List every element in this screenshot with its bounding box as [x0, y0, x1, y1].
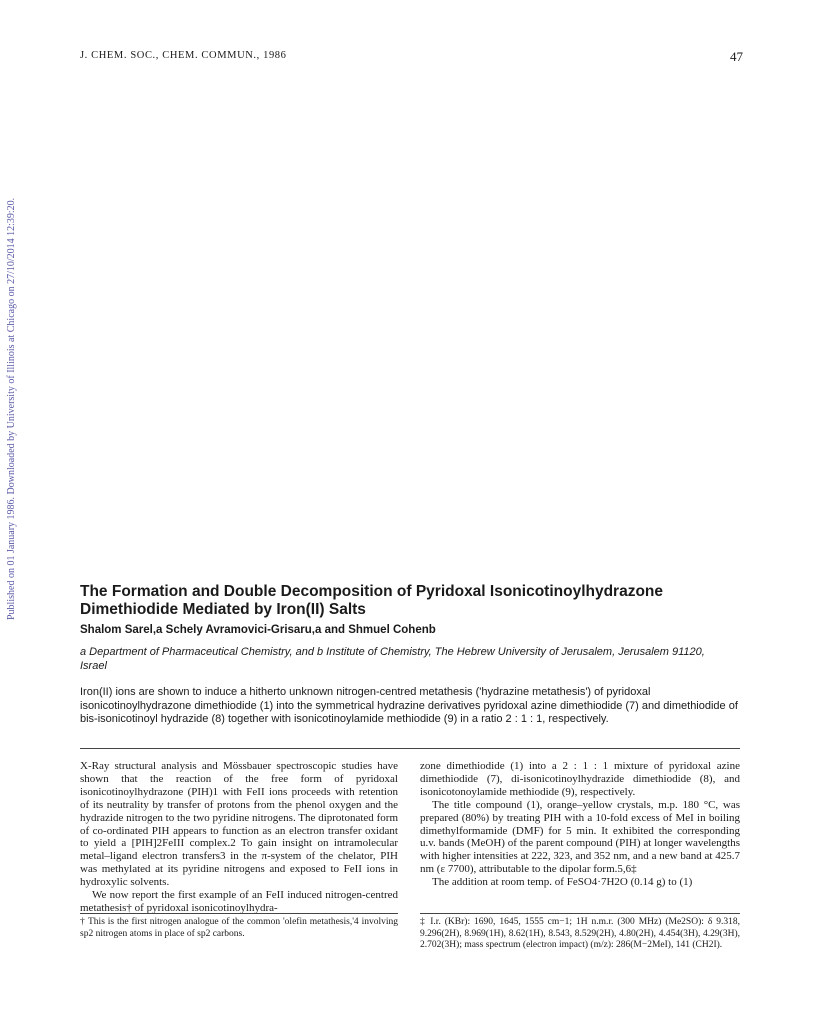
body-column-left	[80, 760, 398, 915]
body-paragraph: The addition at room temp. of FeSO4·7H2O (0.14 g) to (1)	[432, 876, 693, 889]
article-abstract: Iron(II) ions are shown to induce a hitherto unknown nitrogen-centred metathesis ('hydrazine metathesis') of pyridoxal isonicotinoylhydrazone dimethiodide (1) into the symmetrical hydrazine derivatives pyridoxal azine dimethiodide (7) and dimethiodide of bis-isonicotinoyl hydrazide (8) together with isonicotinoylamide methiodide (9) in a ratio 2 : 1 : 1, respectively.	[80, 686, 738, 725]
body-paragraph: zone dimethiodide (1) into a 2 : 1 : 1 mixture of pyridoxal azine dimethiodide (7), di-isonicotinoylhydrazide dimethiodide (8), and isonicotonoylamide methiodide (9), respectively.	[420, 760, 740, 798]
body-paragraph: We now report the first example of an FeII induced nitrogen-centred metathesis† of pyridoxal isonicotinoylhydra-	[80, 889, 398, 914]
body-paragraph: The title compound (1), orange–yellow crystals, m.p. 180 °C, was prepared (80%) by treating PIH with a 10-fold excess of MeI in boiling dimethylformamide (DMF) for 5 min. It exhibited the corresponding u.v. bands (MeOH) of the parent compound (PIH) at longer wavelengths with higher intensities at 222, 323, and 352 nm, and a new band at 425.7 nm (ε 7700), attributable to the dipolar form.5,6‡	[420, 798, 740, 876]
footnote-divider-right	[420, 913, 740, 914]
body-column-right	[420, 760, 740, 889]
footnote-dagger: † This is the first nitrogen analogue of the common 'olefin metathesis,'4 involving sp2 nitrogen atoms in place of sp2 carbons.	[80, 917, 398, 939]
abstract-divider	[80, 748, 740, 749]
page-number: 47	[730, 49, 743, 64]
article-affiliation: a Department of Pharmaceutical Chemistry, and b Institute of Chemistry, The Hebrew University of Jerusalem, Jerusalem 91120, Israel	[80, 646, 705, 672]
footnote-divider-left	[80, 913, 398, 914]
body-paragraph: X-Ray structural analysis and Mössbauer spectroscopic studies have shown that the reaction of the free form of pyridoxal isonicotinoylhydrazone (PIH)1 with FeII ions proceeds with retention of its neutrality by transfer of protons from the phenol oxygen and the hydrazide nitrogen to the two pyridine nitrogens. The diprotonated form of co-ordinated PIH appears to function as an electron transfer oxidant to yield a [PIH]2FeIII complex.2 To gain insight on intramolecular metal–ligand electron transfers3 in the π-system of the chelator, PIH was methylated at its pyridine nitrogens and exposed to FeII ions in hydroxylic solvents.	[80, 760, 398, 889]
footnote-double-dagger: ‡ I.r. (KBr): 1690, 1645, 1555 cm−1; 1H n.m.r. (300 MHz) (Me2SO): δ 9.318, 9.296(2H), 8.969(1H), 8.62(1H), 8.543, 8.529(2H), 4.80(2H), 4.454(3H), 4.29(3H), 2.702(3H); mass spectrum (electron impact) (m/z): 286(M−2MeI), 141 (CH2I).	[420, 917, 740, 950]
article-title: The Formation and Double Decomposition of Pyridoxal Isonicotinoylhydrazone Dimethiodide Mediated by Iron(II) Salts	[80, 583, 664, 618]
download-watermark: Published on 01 January 1986. Downloaded by University of Illinois at Chicago on 27/10/2014 12:39:20.	[6, 197, 17, 620]
article-authors: Shalom Sarel,a Schely Avramovici-Grisaru,a and Shmuel Cohenb	[80, 624, 436, 636]
journal-header: J. CHEM. SOC., CHEM. COMMUN., 1986	[80, 50, 287, 61]
